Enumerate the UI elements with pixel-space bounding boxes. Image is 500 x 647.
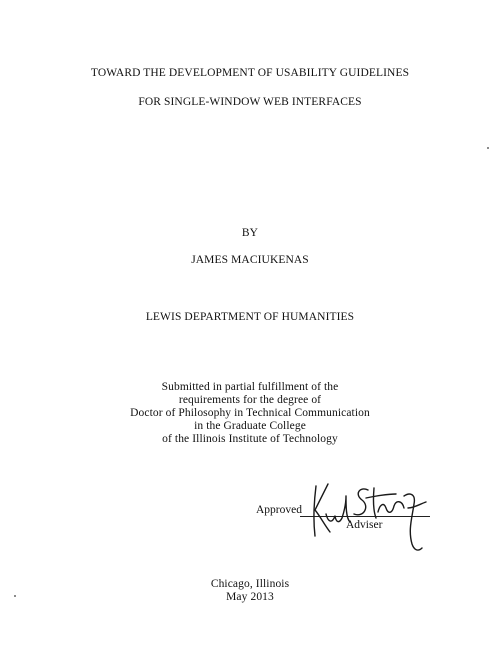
submission-line-1: Submitted in partial fulfillment of the — [161, 381, 339, 393]
adviser-label: Adviser — [346, 519, 383, 531]
author-name: JAMES MACIUKENAS — [191, 254, 309, 266]
title-line-1: TOWARD THE DEVELOPMENT OF USABILITY GUIDELINES — [90, 67, 410, 79]
scan-speck — [487, 147, 489, 149]
approval-block — [256, 466, 456, 556]
by-label: BY — [241, 227, 259, 239]
scan-speck — [14, 595, 16, 597]
approved-label: Approved — [256, 504, 302, 516]
location: Chicago, Illinois — [210, 578, 290, 590]
title-line-2: FOR SINGLE-WINDOW WEB INTERFACES — [138, 96, 362, 108]
submission-line-5: of the Illinois Institute of Technology — [162, 433, 338, 445]
date: May 2013 — [226, 591, 274, 603]
submission-line-2: requirements for the degree of — [178, 394, 322, 406]
submission-line-4: in the Graduate College — [194, 420, 306, 432]
adviser-signature-icon — [302, 474, 432, 554]
submission-line-3: Doctor of Philosophy in Technical Communication — [130, 407, 370, 419]
department-name: LEWIS DEPARTMENT OF HUMANITIES — [145, 311, 355, 323]
